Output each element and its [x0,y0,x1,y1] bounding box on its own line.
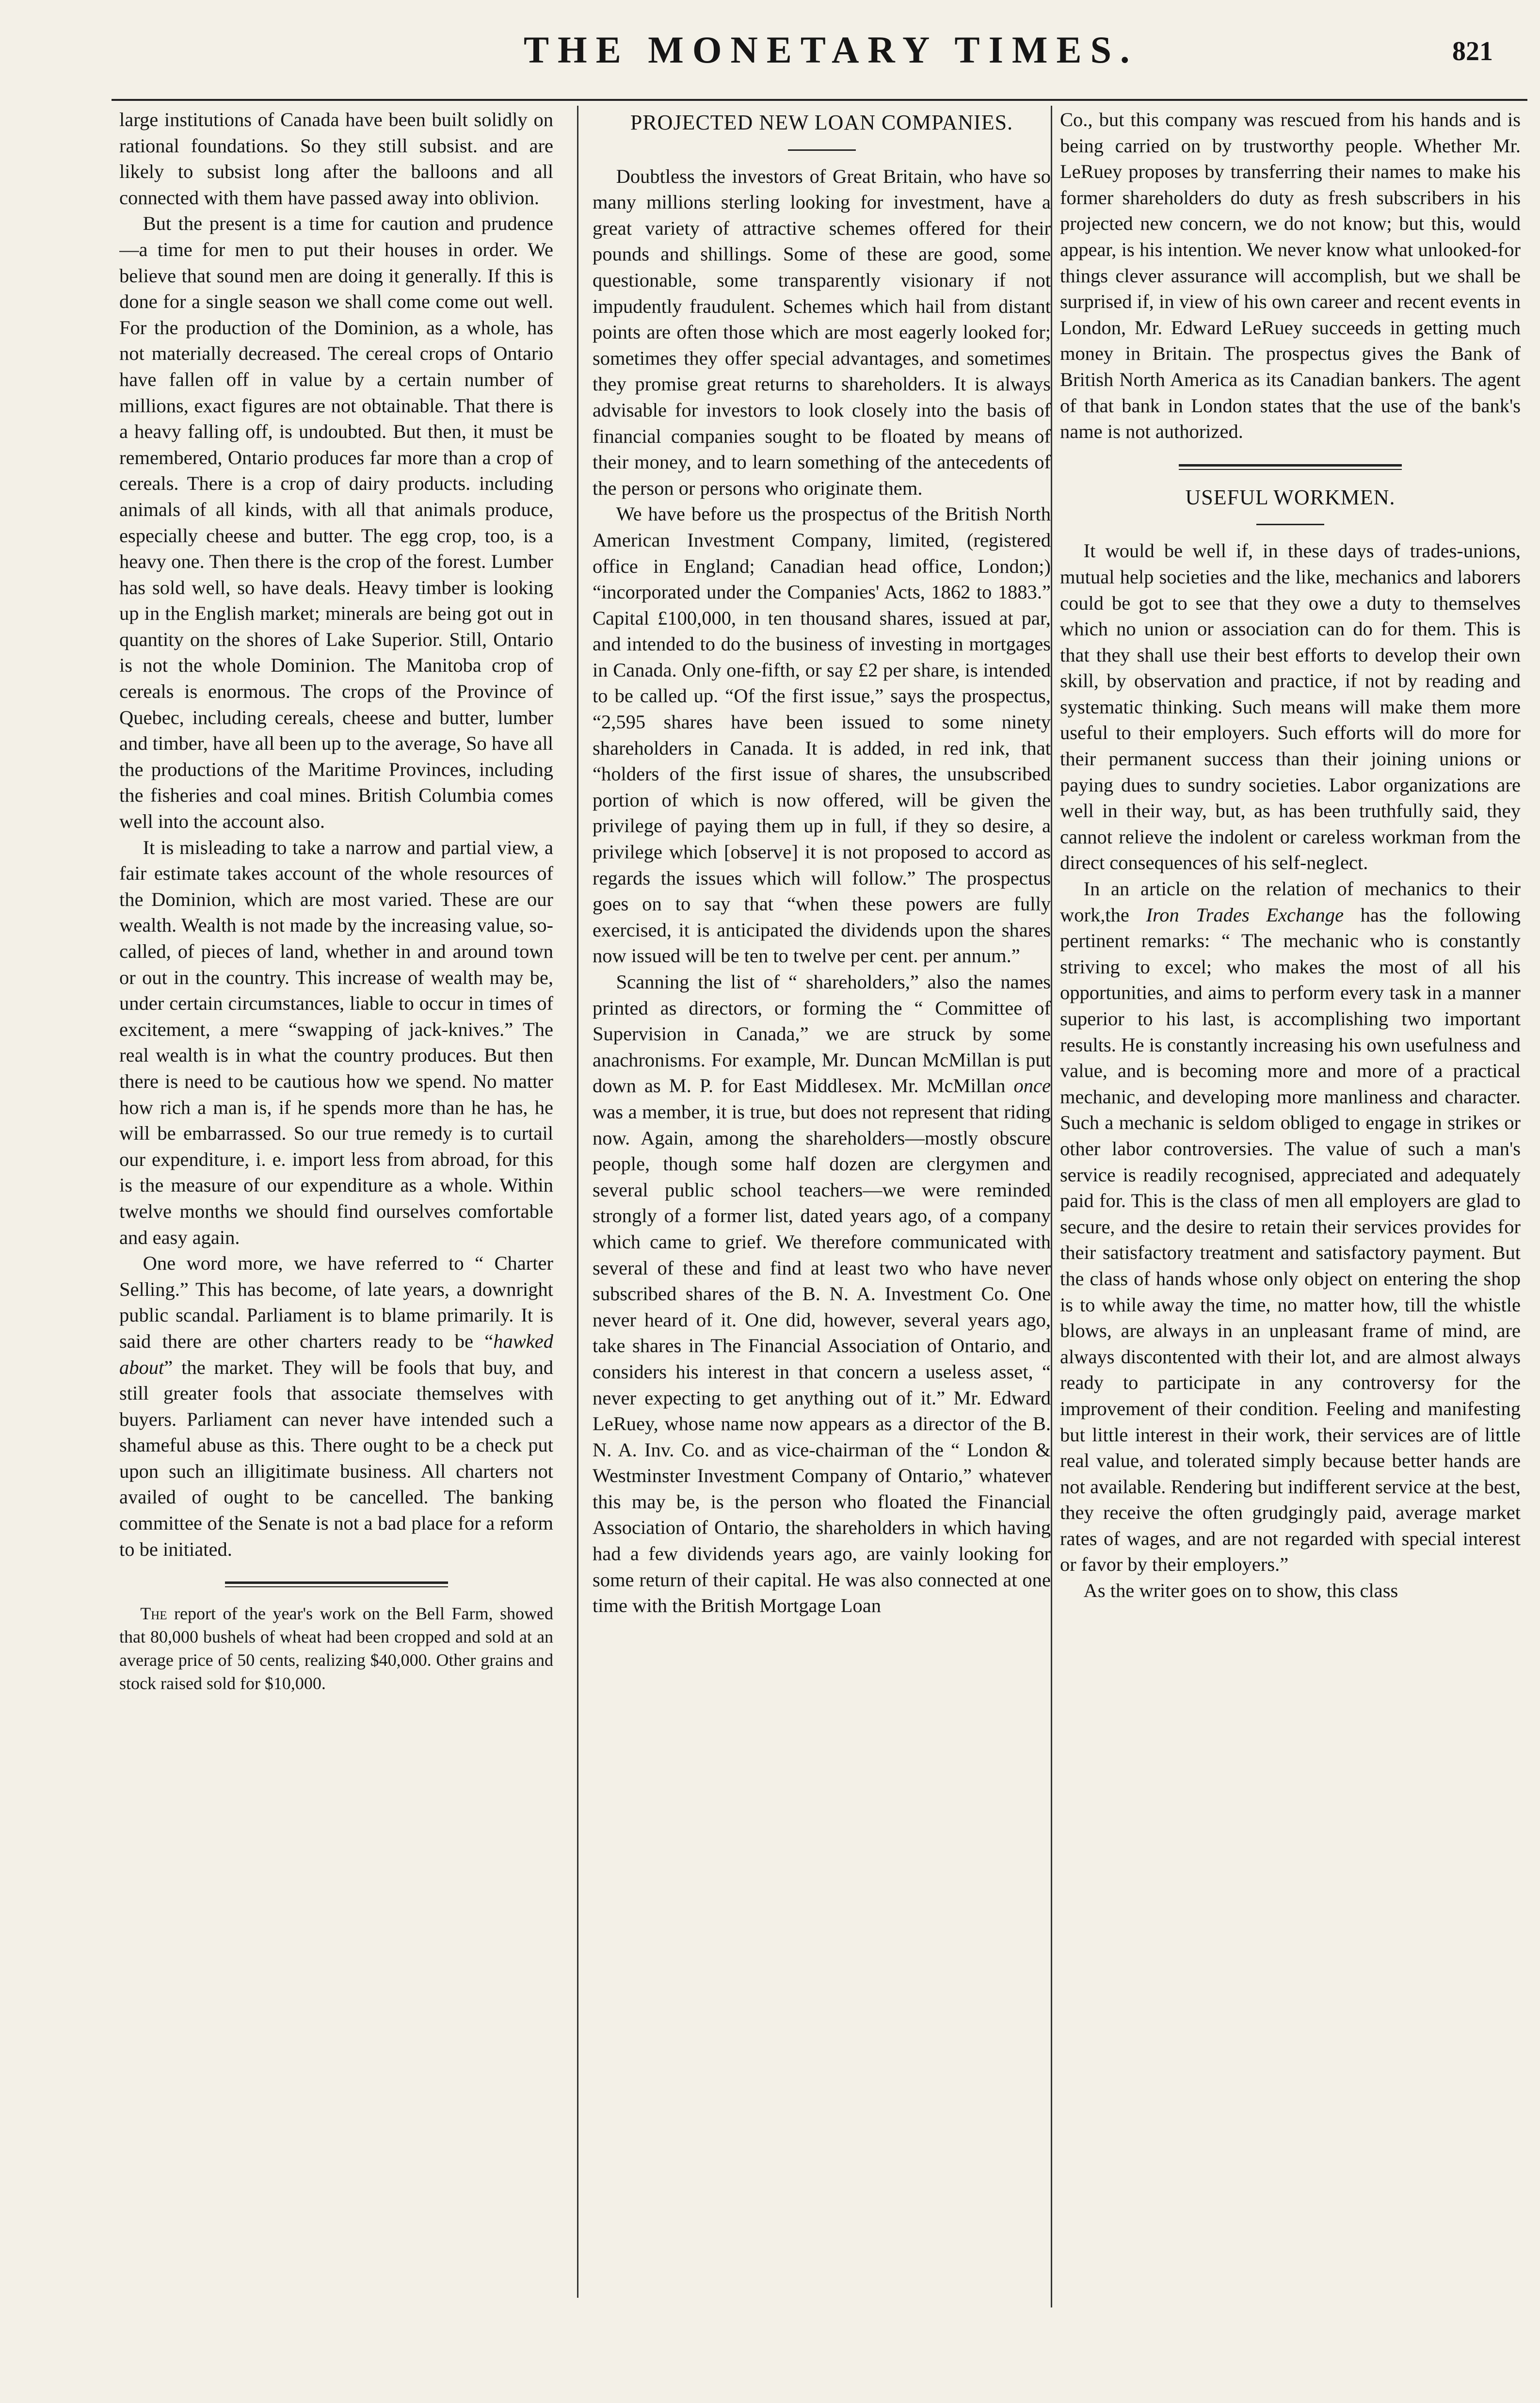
heading-rule [1256,524,1324,525]
section-rule [225,1581,448,1587]
text-run: In an article on the relation of mechanics to their work,the [1060,878,1521,926]
section-rule [1179,464,1402,470]
column-divider [577,106,578,2298]
paragraph: Co., but this company was rescued from his hands and is being carried on by trustworthy people. Whether Mr. LeRuey proposes by transferring their names to make his former shareholders do duty as fresh subscribers in his projected new concern, we do not know; but this, would appear, is his intention. We never know what unlooked-for things clever assurance will accomplish, but we shall be surprised if, in view of his own career and recent events in London, Mr. Edward LeRuey succeeds in getting much money in Britain. The prospectus gives the Bank of British North America as its Canadian bankers. The agent of that bank in London states that the use of the bank's name is not authorized. [1060,109,1521,443]
paragraph [119,1250,553,1562]
text-run: was a member, it is true, but does not represent that riding now. Again, among the shareholders—mostly obscure people, though some half dozen are clergymen and several public school teachers—we were reminded strongly of a former list, dated years ago, of a company which came to grief. We therefore communicated with several of these and find at least two who have never subscribed shares of the B. N. A. Investment Co. One never heard of it. One did, however, several years ago, take shares in The Financial Association of Ontario, and considers his interest in that concern a useless asset, “ never expecting to get anything out of it.” Mr. Edward LeRuey, whose name now appears as a director of the B. N. A. Inv. Co. and as vice-chairman of the “ London & Westminster Investment Company of Ontario,” whatever this may be, is the person who floated the Financial Association of Ontario, the shareholders in which having had a few dividends years ago, are vainly looking for some return of their capital. He was also connected at one time with the British Mortgage Loan [593,1100,1051,1617]
paragraph: large institutions of Canada have been built solidly on rational foundations. So they still subsist. and are likely to subsist long after the balloons and all connected with them have passed away into oblivion. [119,109,553,209]
header-rule [112,99,1527,101]
column-2 [593,107,1051,2318]
italic-word: once [1013,1075,1051,1097]
paragraph: We have before us the prospectus of the British North American Investment Company, limited, (registered office in England; Canadian head office, London;) “incorporated under the Companies' Acts, 1862 to 1883.” Capital £100,000, in ten thousand shares, issued at par, and intended to do the business of investing in mortgages in Canada. Only one-fifth, or say £2 per share, is intended to be called up. “Of the first issue,” says the prospectus, “2,595 shares have been issued to some ninety shareholders in Canada. It is added, in red ink, that “holders of the first issue of shares, the unsubscribed portion of which is now offered, will be given the privilege of paying them up in full, if they so desire, a privilege which [observe] it is not proposed to accord as regards the issues which will follow.” The prospectus goes on to say that “when these powers are fully exercised, it is anticipated the dividends upon the shares now issued will be ten to twelve per cent. per annum.” [593,503,1051,967]
article-heading: PROJECTED NEW LOAN COMPANIES. [630,111,1013,134]
text-run: Scanning the list of “ shareholders,” also the names printed as directors, or forming the “ Committee of Supervision in Canada,” we are struck by some anachronisms. For example, Mr. Duncan McMillan is put down as M. P. for East Middlesex. Mr. McMillan [593,971,1051,1097]
column-3 [1060,107,1521,2318]
paragraph [593,969,1051,1619]
paragraph: But the present is a time for caution and prudence—a time for men to put their houses in order. We believe that sound men are doing it generally. If this is done for a single season we shall come come out well. For the production of the Dominion, as a whole, has not materially decreased. The cereal crops of Ontario have fallen off in value by a certain number of millions, exact figures are not obtainable. That there is a heavy falling off, is undoubted. But then, it must be remembered, Ontario produces far more than a crop of cereals. There is a crop of dairy products. including animals of all kinds, with all that animals produce, especially cheese and butter. The egg crop, too, is a heavy one. Then there is the crop of the forest. Lumber has sold well, so have deals. Heavy timber is looking up in the English market; minerals are being got out in quantity on the shores of Lake Superior. Still, Ontario is not the whole Dominion. The Manitoba crop of cereals is enormous. The crops of the Province of Quebec, including cereals, cheese and butter, lumber and timber, have all been up to the average, So have all the productions of the Maritime Provinces, including the fisheries and coal mines. British Columbia comes well into the account also. [119,212,553,833]
masthead [0,19,1540,78]
newspaper-title: THE MONETARY TIMES. [524,29,1139,71]
note-lead: The [140,1604,167,1624]
column-1 [119,107,553,2318]
paragraph: Doubtless the investors of Great Britain, who have so many millions sterling looking for investment, have a great variety of attractive schemes offered for their pounds and shillings. Some of these are good, some questionable, some transparently visionary if not impudently fraudulent. Schemes which hail from distant points are often those which are most eagerly looked for; sometimes they offer special advantages, and sometimes they promise great returns to shareholders. It is always advisable for investors to look closely into the basis of financial companies sought to be floated by means of their money, and to learn something of the antecedents of the person or persons who originate them. [593,165,1051,499]
column-divider [1051,106,1052,2307]
italic-phrase: hawked about [119,1330,553,1378]
note-text: report of the year's work on the Bell Farm, showed that 80,000 bushels of wheat had been cropped and sold at an average price of 50 cents, realizing $40,000. Other grains and stock raised sold for $10,000. [119,1604,553,1693]
paragraph [1060,876,1521,1578]
paragraph: It would be well if, in these days of trades-unions, mutual help societies and the like, mechanics and laborers could be got to see that they owe a duty to themselves which no union or association can do for them. This is that they shall use their best efforts to develop their own skill, by observation and practice, if not by reading and systematic thinking. Such means will make them more useful to their employers. Such efforts will do more for their permanent success than their joining unions or paying dues to sundry societies. Labor organizations are well in their way, but, as has been truthfully said, they cannot relieve the indolent or careless workman from the direct consequences of his self-neglect. [1060,540,1521,874]
heading-rule [788,149,856,151]
text-run: ” the market. They will be fools that buy, and still greater fools that associate themselves with buyers. Parliament can never have intended such a shameful abuse as this. There ought to be a check put upon such an illigitimate business. All charters not availed of ought to be cancelled. The banking committee of the Senate is not a bad place for a reform to be initiated. [119,1356,553,1560]
page-number: 821 [1452,36,1493,66]
news-note [119,1602,553,1695]
publication-name: Iron Trades Exchange [1146,903,1344,926]
article-heading: USEFUL WORKMEN. [1185,485,1396,509]
text-run: has the following pertinent remarks: “ The mechanic who is constantly striving to excel; who makes the most of all his opportunities, and aims to perform every task in a manner superior to his last, is accomplishing two important results. He is constantly increasing his own usefulness and value, and is becoming more and more of a practical mechanic, and developing more manliness and character. Such a mechanic is seldom obliged to engage in strikes or other labor controversies. The value of such a man's service is readily recognised, appreciated and adequately paid for. This is the class of men all employers are glad to secure, and the desire to retain their services provides for their satisfactory treatment and satisfactory payment. But the class of hands whose only object on entering the shop is to while away the time, no matter how, till the whistle blows, are always in an unpleasant frame of mind, are always discontented with their lot, and are almost always ready to participate in any controversy for the improvement of their condition. Feeling and manifesting but little interest in their work, their services are of little real value, and tolerated simply because better hands are not available. Rendering but indifferent service at the best, they receive the often grudgingly paid, average market rates of wages, and are not regarded with special interest or favor by their employers.” [1060,903,1521,1576]
paragraph: It is misleading to take a narrow and partial view, a fair estimate takes account of the whole resources of the Dominion, which are most varied. These are our wealth. Wealth is not made by the increasing value, so-called, of pieces of land, whether in and around town or out in the country. This increase of wealth may be, under certain circumstances, liable to occur in times of excitement, a mere “swapping of jack-knives.” The real wealth is in what the country produces. But then there is need to be cautious how we spend. No matter how rich a man is, if he spends more than he has, he will be embarrassed. So our true remedy is to curtail our expenditure, i. e. import less from abroad, for this is the measure of our expenditure as a whole. Within twelve months we should find ourselves comfortable and easy again. [119,836,553,1248]
paragraph: As the writer goes on to show, this class [1083,1580,1398,1602]
text-run: One word more, we have referred to “ Charter Selling.” This has become, of late years, a downright public scandal. Parliament is to blame primarily. It is said there are other charters ready to be “ [119,1252,553,1352]
